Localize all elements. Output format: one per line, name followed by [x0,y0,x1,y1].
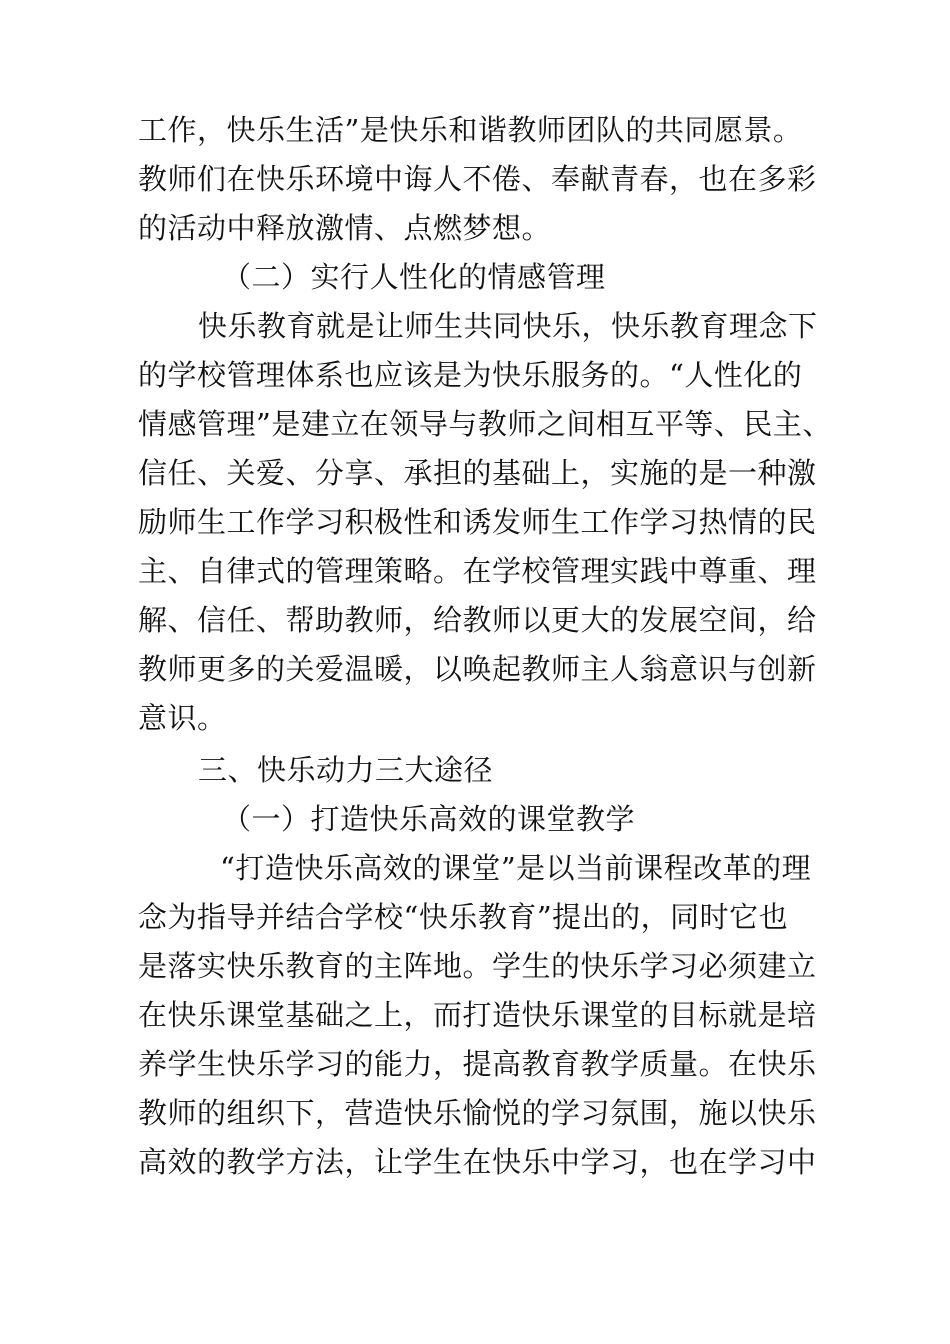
text-line: 信任、关爱、分享、承担的基础上，实施的是一种激 [138,456,817,490]
text-line: 励师生工作学习积极性和诱发师生工作学习热情的民 [138,505,817,539]
text-line: 的活动中释放激情、点燃梦想。 [138,211,552,245]
text-line: 教师的组织下，营造快乐愉悦的学习氛围，施以快乐 [138,1096,817,1130]
section-heading: （一）打造快乐高效的课堂教学 [222,802,636,836]
text-line: 的学校管理体系也应该是为快乐服务的。“人性化的 [138,358,803,392]
text-line: 意识。 [138,701,227,735]
paragraph-start: “打造快乐高效的课堂”是以当前课程改革的理 [220,851,812,885]
text-line: 解、信任、帮助教师，给教师以更大的发展空间，给 [138,603,817,637]
text-line: 在快乐课堂基础之上，而打造快乐课堂的目标就是培 [138,998,817,1032]
chapter-heading: 三、快乐动力三大途径 [198,753,494,787]
text-line: 教师们在快乐环境中诲人不倦、奉献青春，也在多彩 [138,162,817,196]
paragraph-start: 快乐教育就是让师生共同快乐，快乐教育理念下 [198,309,818,343]
text-line: 养学生快乐学习的能力，提高教育教学质量。在快乐 [138,1047,817,1081]
text-line: 念为指导并结合学校“快乐教育”提出的，同时它也 [138,900,789,934]
text-line: 是落实快乐教育的主阵地。学生的快乐学习必须建立 [138,949,817,983]
text-line: 主、自律式的管理策略。在学校管理实践中尊重、理 [138,554,817,588]
text-line: 高效的教学方法，让学生在快乐中学习，也在学习中 [138,1145,817,1179]
text-line: 情感管理”是建立在领导与教师之间相互平等、民主、 [138,407,832,441]
section-heading: （二）实行人性化的情感管理 [222,260,606,294]
text-line: 教师更多的关爱温暖，以唤起教师主人翁意识与创新 [138,652,817,686]
text-line: 工作，快乐生活”是快乐和谐教师团队的共同愿景。 [138,113,803,147]
